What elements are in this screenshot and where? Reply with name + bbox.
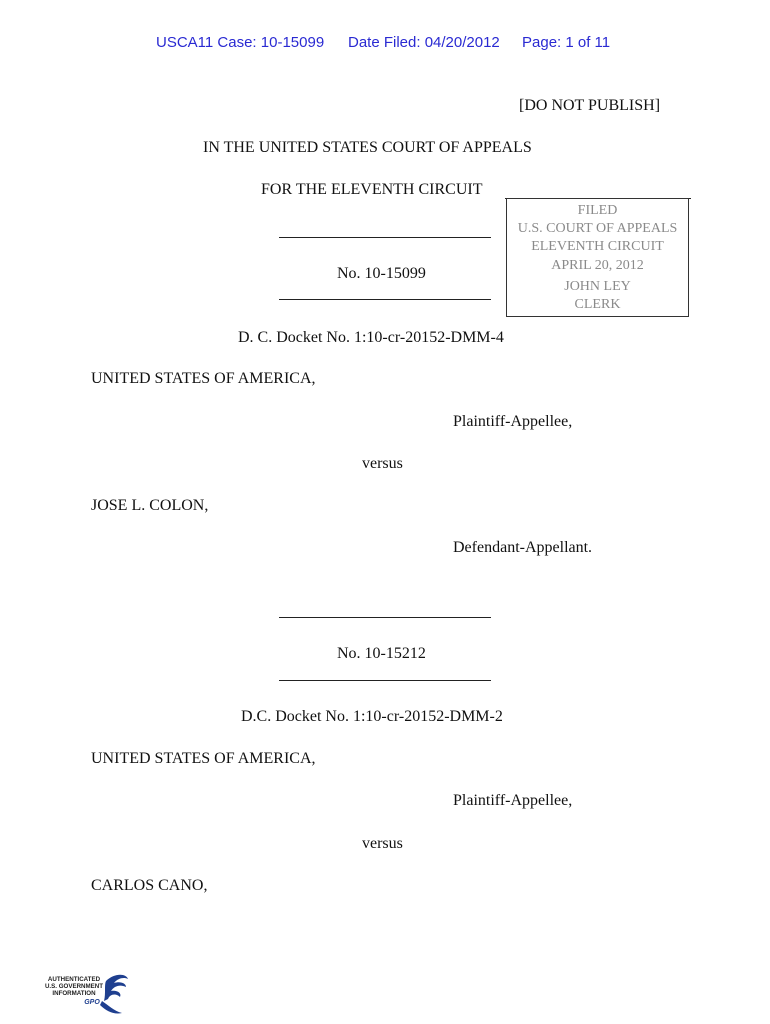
case2-defendant: CARLOS CANO,	[91, 877, 208, 894]
gpo-mark: GPO	[84, 999, 100, 1006]
gpo-line1: AUTHENTICATED	[47, 976, 101, 983]
rule-above-case1	[279, 237, 491, 238]
case1-docket: D. C. Docket No. 1:10-cr-20152-DMM-4	[238, 329, 504, 346]
court-title: IN THE UNITED STATES COURT OF APPEALS	[203, 139, 532, 156]
stamp-date: APRIL 20, 2012	[551, 258, 644, 273]
case2-number: No. 10-15212	[337, 645, 426, 662]
gpo-line2: U.S. GOVERNMENT	[44, 983, 104, 990]
date-filed-header: Date Filed: 04/20/2012	[348, 34, 500, 51]
stamp-circuit: ELEVENTH CIRCUIT	[531, 239, 664, 254]
rule-below-case1	[279, 299, 491, 300]
gpo-authenticated-logo	[40, 971, 132, 1017]
stamp-court: U.S. COURT OF APPEALS	[517, 221, 678, 236]
case1-versus: versus	[362, 455, 403, 472]
gpo-eagle-icon	[100, 975, 128, 1014]
case-number-header: USCA11 Case: 10-15099	[156, 34, 325, 51]
case1-defendant: JOSE L. COLON,	[91, 497, 209, 514]
pdf-header	[0, 34, 770, 54]
case2-plaintiff-role: Plaintiff-Appellee,	[453, 792, 573, 809]
case2-versus: versus	[362, 835, 403, 852]
circuit-title: FOR THE ELEVENTH CIRCUIT	[261, 181, 483, 198]
page-count-header: Page: 1 of 11	[522, 34, 611, 51]
stamp-filed: FILED	[577, 203, 618, 218]
do-not-publish: [DO NOT PUBLISH]	[519, 97, 661, 114]
case2-plaintiff: UNITED STATES OF AMERICA,	[91, 750, 316, 767]
stamp-clerk-title: CLERK	[574, 297, 621, 312]
rule-below-case2	[279, 680, 491, 681]
case1-plaintiff: UNITED STATES OF AMERICA,	[91, 370, 316, 387]
case1-defendant-role: Defendant-Appellant.	[453, 539, 593, 556]
case1-number: No. 10-15099	[337, 265, 426, 282]
filed-stamp	[506, 198, 689, 317]
rule-above-case2	[279, 617, 491, 618]
gpo-line3: INFORMATION	[52, 990, 96, 997]
case1-plaintiff-role: Plaintiff-Appellee,	[453, 413, 573, 430]
stamp-clerk-name: JOHN LEY	[564, 279, 631, 294]
case2-docket: D.C. Docket No. 1:10-cr-20152-DMM-2	[241, 708, 503, 725]
